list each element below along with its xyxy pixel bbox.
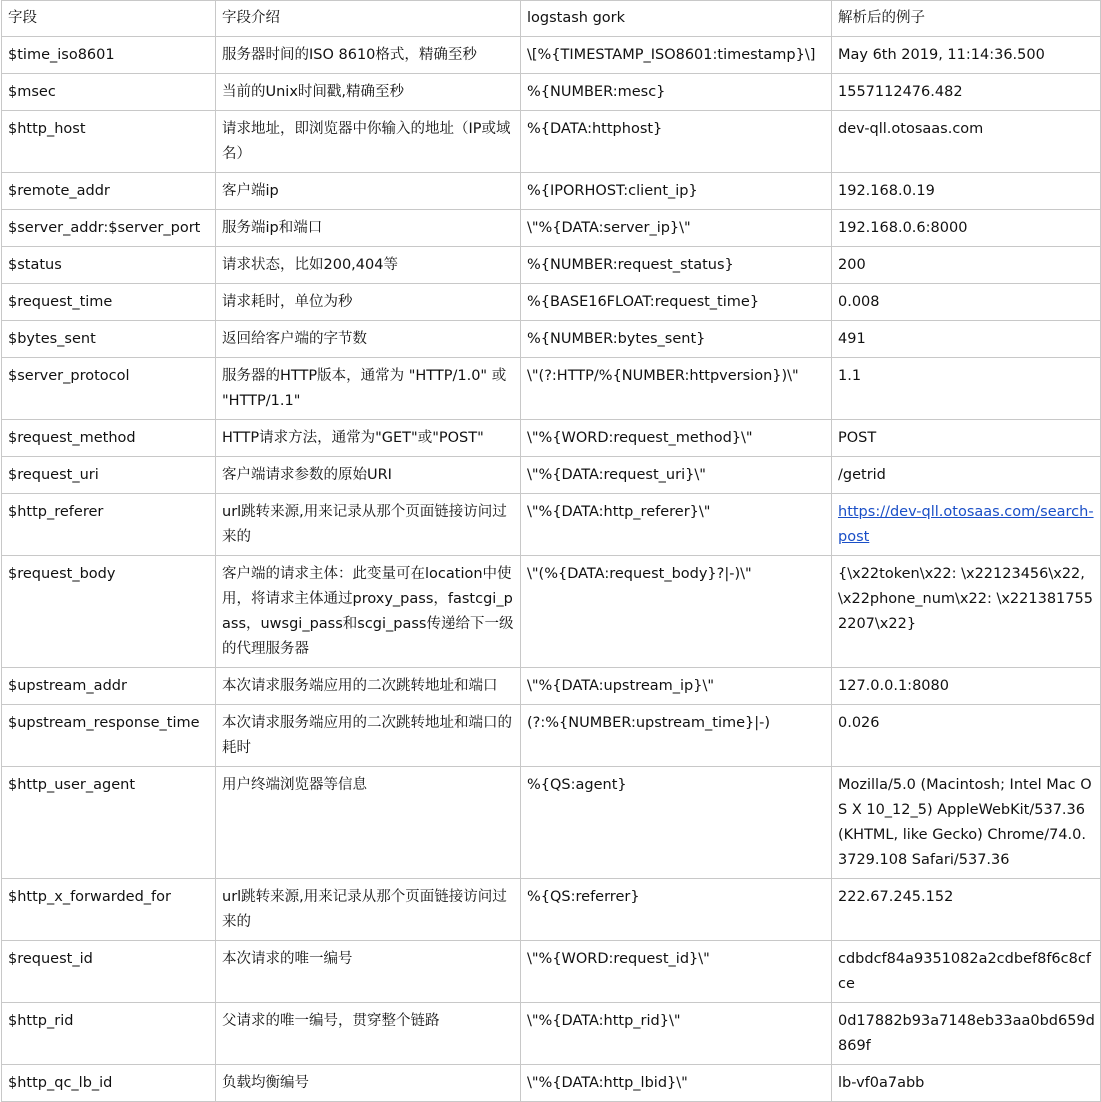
cell-field: $upstream_addr (2, 668, 216, 705)
cell-gork-pattern: %{NUMBER:request_status} (521, 247, 832, 284)
table-row (2, 494, 1101, 556)
cell-example: cdbdcf84a9351082a2cdbef8f6c8cfce (832, 941, 1101, 1003)
cell-gork-pattern: \"%{WORD:request_method}\" (521, 420, 832, 457)
table-row (2, 767, 1101, 879)
cell-description: HTTP请求方法，通常为"GET"或"POST" (216, 420, 521, 457)
cell-example: 0.026 (832, 705, 1101, 767)
cell-field: $bytes_sent (2, 321, 216, 358)
cell-example: /getrid (832, 457, 1101, 494)
cell-description: 本次请求服务端应用的二次跳转地址和端口 (216, 668, 521, 705)
cell-gork-pattern: %{IPORHOST:client_ip} (521, 173, 832, 210)
cell-example: {\x22token\x22: \x22123456\x22, \x22phone_num\x22: \x2213817552207\x22} (832, 556, 1101, 668)
cell-field: $status (2, 247, 216, 284)
table-row (2, 173, 1101, 210)
header-description: 字段介绍 (216, 1, 521, 37)
cell-example: May 6th 2019, 11:14:36.500 (832, 37, 1101, 74)
cell-field: $server_protocol (2, 358, 216, 420)
table-header (2, 1, 1101, 37)
table-row (2, 457, 1101, 494)
table-row (2, 358, 1101, 420)
cell-description: 负载均衡编号 (216, 1065, 521, 1102)
table-row (2, 1065, 1101, 1102)
cell-field: $upstream_response_time (2, 705, 216, 767)
cell-gork-pattern: \"%{DATA:http_rid}\" (521, 1003, 832, 1065)
table-row (2, 321, 1101, 358)
table-row (2, 705, 1101, 767)
cell-example: lb-vf0a7abb (832, 1065, 1101, 1102)
cell-gork-pattern: \"%{DATA:server_ip}\" (521, 210, 832, 247)
header-logstash-gork: logstash gork (521, 1, 832, 37)
table-row (2, 111, 1101, 173)
nginx-log-field-table (1, 0, 1101, 1102)
cell-field: $request_uri (2, 457, 216, 494)
cell-gork-pattern: \"%{DATA:request_uri}\" (521, 457, 832, 494)
cell-description: 服务端ip和端口 (216, 210, 521, 247)
cell-description: 请求耗时，单位为秒 (216, 284, 521, 321)
cell-example: dev-qll.otosaas.com (832, 111, 1101, 173)
cell-field: $request_method (2, 420, 216, 457)
cell-field: $server_addr:$server_port (2, 210, 216, 247)
table-row (2, 74, 1101, 111)
cell-description: 返回给客户端的字节数 (216, 321, 521, 358)
cell-example: 222.67.245.152 (832, 879, 1101, 941)
cell-description: 服务器的HTTP版本，通常为 "HTTP/1.0" 或 "HTTP/1.1" (216, 358, 521, 420)
table-row (2, 1003, 1101, 1065)
cell-description: url跳转来源,用来记录从那个页面链接访问过来的 (216, 879, 521, 941)
table-row (2, 284, 1101, 321)
cell-gork-pattern: %{BASE16FLOAT:request_time} (521, 284, 832, 321)
table-row (2, 556, 1101, 668)
header-example: 解析后的例子 (832, 1, 1101, 37)
cell-gork-pattern: \"(?:HTTP/%{NUMBER:httpversion})\" (521, 358, 832, 420)
table-row (2, 879, 1101, 941)
cell-field: $request_time (2, 284, 216, 321)
cell-example: 491 (832, 321, 1101, 358)
cell-field: $http_rid (2, 1003, 216, 1065)
cell-example: POST (832, 420, 1101, 457)
cell-field: $msec (2, 74, 216, 111)
cell-description: 服务器时间的ISO 8610格式，精确至秒 (216, 37, 521, 74)
cell-gork-pattern: %{DATA:httphost} (521, 111, 832, 173)
cell-example: Mozilla/5.0 (Macintosh; Intel Mac OS X 10_12_5) AppleWebKit/537.36 (KHTML, like Gecko) Chrome/74.0.3729.108 Safari/537.36 (832, 767, 1101, 879)
cell-description: 请求状态，比如200,404等 (216, 247, 521, 284)
cell-example: 0d17882b93a7148eb33aa0bd659d869f (832, 1003, 1101, 1065)
cell-gork-pattern: %{QS:referrer} (521, 879, 832, 941)
cell-description: 父请求的唯一编号，贯穿整个链路 (216, 1003, 521, 1065)
cell-description: 请求地址，即浏览器中你输入的地址（IP或域名） (216, 111, 521, 173)
cell-example: 1.1 (832, 358, 1101, 420)
cell-field: $remote_addr (2, 173, 216, 210)
table-body (2, 37, 1101, 1102)
cell-description: 当前的Unix时间戳,精确至秒 (216, 74, 521, 111)
table-row (2, 420, 1101, 457)
cell-gork-pattern: (?:%{NUMBER:upstream_time}|-) (521, 705, 832, 767)
header-row (2, 1, 1101, 37)
cell-gork-pattern: \"%{DATA:upstream_ip}\" (521, 668, 832, 705)
table-row (2, 941, 1101, 1003)
cell-gork-pattern: \[%{TIMESTAMP_ISO8601:timestamp}\] (521, 37, 832, 74)
header-field: 字段 (2, 1, 216, 37)
cell-description: 用户终端浏览器等信息 (216, 767, 521, 879)
cell-example: 1557112476.482 (832, 74, 1101, 111)
cell-example: 192.168.0.6:8000 (832, 210, 1101, 247)
cell-description: 本次请求服务端应用的二次跳转地址和端口的耗时 (216, 705, 521, 767)
table-row (2, 210, 1101, 247)
cell-field: $request_body (2, 556, 216, 668)
cell-example: 127.0.0.1:8080 (832, 668, 1101, 705)
cell-field: $time_iso8601 (2, 37, 216, 74)
cell-example (832, 494, 1101, 556)
cell-example: 192.168.0.19 (832, 173, 1101, 210)
cell-description: 客户端请求参数的原始URI (216, 457, 521, 494)
cell-gork-pattern: \"(%{DATA:request_body}?|-)\" (521, 556, 832, 668)
example-link[interactable]: https://dev-qll.otosaas.com/search-post (838, 504, 1094, 545)
cell-gork-pattern: %{QS:agent} (521, 767, 832, 879)
cell-field: $http_x_forwarded_for (2, 879, 216, 941)
cell-description: 客户端ip (216, 173, 521, 210)
cell-gork-pattern: \"%{WORD:request_id}\" (521, 941, 832, 1003)
cell-gork-pattern: %{NUMBER:bytes_sent} (521, 321, 832, 358)
cell-field: $http_host (2, 111, 216, 173)
cell-description: url跳转来源,用来记录从那个页面链接访问过来的 (216, 494, 521, 556)
cell-field: $request_id (2, 941, 216, 1003)
table-row (2, 668, 1101, 705)
cell-description: 本次请求的唯一编号 (216, 941, 521, 1003)
table-row (2, 247, 1101, 284)
cell-field: $http_user_agent (2, 767, 216, 879)
cell-gork-pattern: \"%{DATA:http_lbid}\" (521, 1065, 832, 1102)
cell-field: $http_qc_lb_id (2, 1065, 216, 1102)
table-row (2, 37, 1101, 74)
cell-example: 200 (832, 247, 1101, 284)
cell-gork-pattern: %{NUMBER:mesc} (521, 74, 832, 111)
cell-example: 0.008 (832, 284, 1101, 321)
cell-description: 客户端的请求主体：此变量可在location中使用，将请求主体通过proxy_pass，fastcgi_pass，uwsgi_pass和scgi_pass传递给下一级的代理服务器 (216, 556, 521, 668)
cell-field: $http_referer (2, 494, 216, 556)
cell-gork-pattern: \"%{DATA:http_referer}\" (521, 494, 832, 556)
